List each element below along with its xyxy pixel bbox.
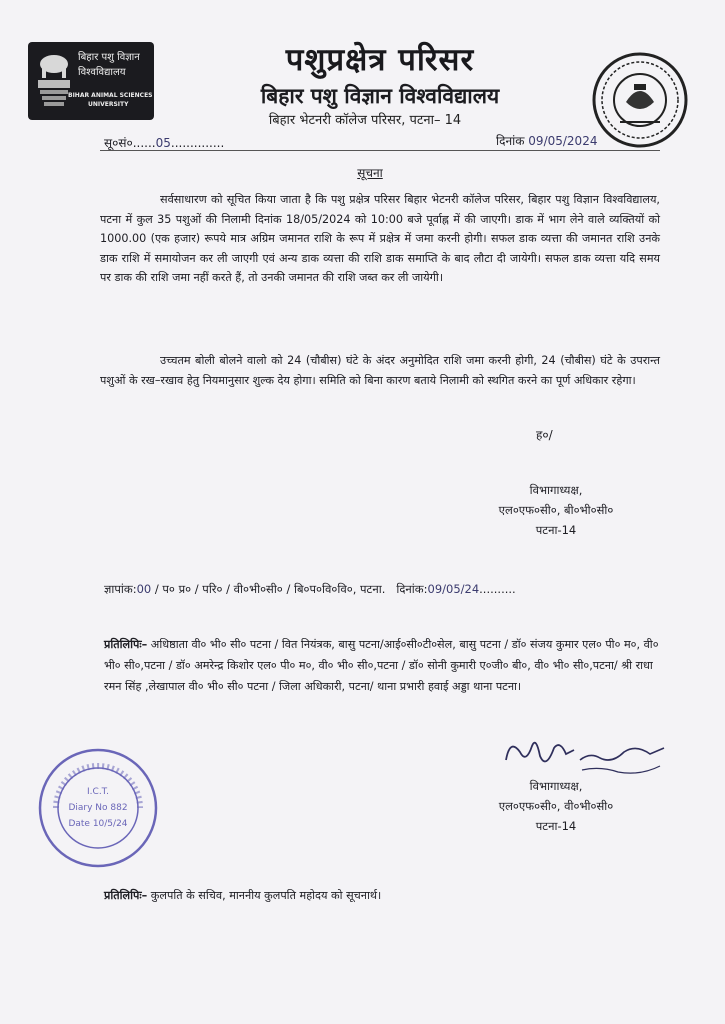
stamp-diary-no: Diary No 882 (68, 803, 128, 813)
logo-hindi-line2: विश्वविद्यालय (78, 67, 126, 78)
copy-to-list (104, 634, 664, 697)
stamp-ict: I.C.T. (87, 787, 109, 797)
notice-paragraph-2: उच्चतम बोली बोलने वालो को 24 (चौबीस) घंटे के अंदर अनुमोदित राशि जमा करनी होगी, 24 (चौबीस) घंटे के उपरान्त पशुओं के रख–रखाव हेतु नियमानुसार शुल्क देय होगा। समिति को बिना कारण बताये निलामी को स्थगित करने का पूर्ण अधिकार रहेगा। (100, 354, 660, 387)
reference-label: सू०सं० (104, 136, 133, 150)
copy-to-recipients: अधिष्ठाता वी० भी० सी० पटना / वित नियंत्रक, बासु पटना/आई०सी०टी०सेल, बासु पटना / डॉ० संजय कुमार एल० पी० म०, वी० भी० सी०,पटना / डॉ० अमरेन्द्र किशोर एल० पी० म०, वी० भी० सी०,पटना / डॉ० सोनी कुमारी ए०जी० बी०, वी० भी० सी०,पटना/ श्री राधा रमन सिंह ,लेखापाल वी० भी० सी० पटना / जिला अधिकारी, पटना/ थाना प्रभारी हवाई अड्डा थाना पटना। (104, 638, 659, 693)
college-seal-icon (590, 50, 690, 150)
issue-date (496, 132, 597, 149)
reference-number: सू०सं०......05.............. (104, 136, 225, 150)
logo-english-line2: UNIVERSITY (88, 101, 129, 108)
college-address: बिहार भेटनरी कॉलेज परिसर, पटना– 14 (268, 113, 462, 128)
issue-date-label: दिनांक (496, 134, 525, 148)
signatory-block (466, 480, 646, 540)
signatory2-city: पटना-14 (535, 819, 577, 833)
page-title: पशुप्रक्षेत्र परिसर (285, 42, 475, 78)
university-name: बिहार पशु विज्ञान विश्वविद्यालय (260, 84, 500, 108)
signatory-designation: विभागाध्यक्ष, (529, 483, 583, 497)
memo-date-value: 09/05/24 (427, 582, 480, 596)
memo-label: ज्ञापांक (104, 582, 133, 596)
notice-paragraph-1: सर्वसाधारण को सूचित किया जाता है कि पशु प्रक्षेत्र परिसर बिहार भेटनरी कॉलेज परिसर, बिहार पशु विज्ञान विश्वविद्यालय, पटना में कुल 35 पशुओं की निलामी दिनांक 18/05/2024 को 10:00 बजे पूर्वाह्न में की जाएगी। डाक में भाग लेने वाले व्यक्तियों को 1000.00 (एक हजार) रूपये मात्र अग्रिम जमानत राशि के रूप में प्रक्षेत्र में जमा करनी होगी। सफल डाक व्यत्ता की जमानत राशि उनके डाक राशि में समायोजन कर ली जाएगी एवं अन्य डाक व्यत्ता की राशि डाक समाप्ति के बाद लौटा दी जायेगी। सफल डाक व्यत्ता यदि समय पर डाक की राशि जमा नहीं करते हैं, तो उनकी जमानत की राशि जब्त कर ली जायेगी। (100, 193, 660, 284)
receipt-stamp-icon (36, 746, 160, 870)
memo-date-label: दिनांक (396, 582, 424, 596)
reference-value: 05 (155, 136, 171, 150)
signatory2-office: एल०एफ०सी०, वी०भी०सी० (498, 799, 614, 813)
copy-to-secretary (104, 888, 664, 903)
signatory2-designation: विभागाध्यक्ष, (529, 779, 583, 793)
memo-number: 00 (136, 582, 152, 596)
copy2-label: प्रतिलिपिः– (104, 889, 148, 902)
ashoka-emblem-icon (32, 46, 76, 112)
signatory-city: पटना-14 (535, 523, 577, 537)
logo-hindi-line1: बिहार पशु विज्ञान (78, 52, 140, 63)
memo-line: ज्ञापांक:00 / प० प्र० / परि० / वी०भी०सी० / बि०प०वि०वि०, पटना. दिनांक:09/05/24.......... (104, 582, 516, 596)
signatory-office: एल०एफ०सी०, बी०भी०सी० (498, 503, 614, 517)
notice-heading: सूचना (357, 166, 383, 180)
copy-to-label: प्रतिलिपिः– (104, 638, 148, 651)
signed-mark: ह०/ (536, 428, 553, 442)
copy2-text: कुलपति के सचिव, माननीय कुलपति महोदय को सूचनार्थ। (150, 889, 382, 902)
stamp-date: Date 10/5/24 (68, 819, 128, 829)
handwritten-signature-icon (500, 730, 670, 780)
signatory-block-2 (466, 776, 646, 836)
header-divider (100, 150, 660, 151)
memo-text: / प० प्र० / परि० / वी०भी०सी० / बि०प०वि०वि०, पटना. (154, 582, 386, 596)
university-logo (28, 42, 154, 120)
logo-english-line1: BIHAR ANIMAL SCIENCES (68, 92, 153, 99)
issue-date-value: 09/05/2024 (528, 134, 598, 148)
